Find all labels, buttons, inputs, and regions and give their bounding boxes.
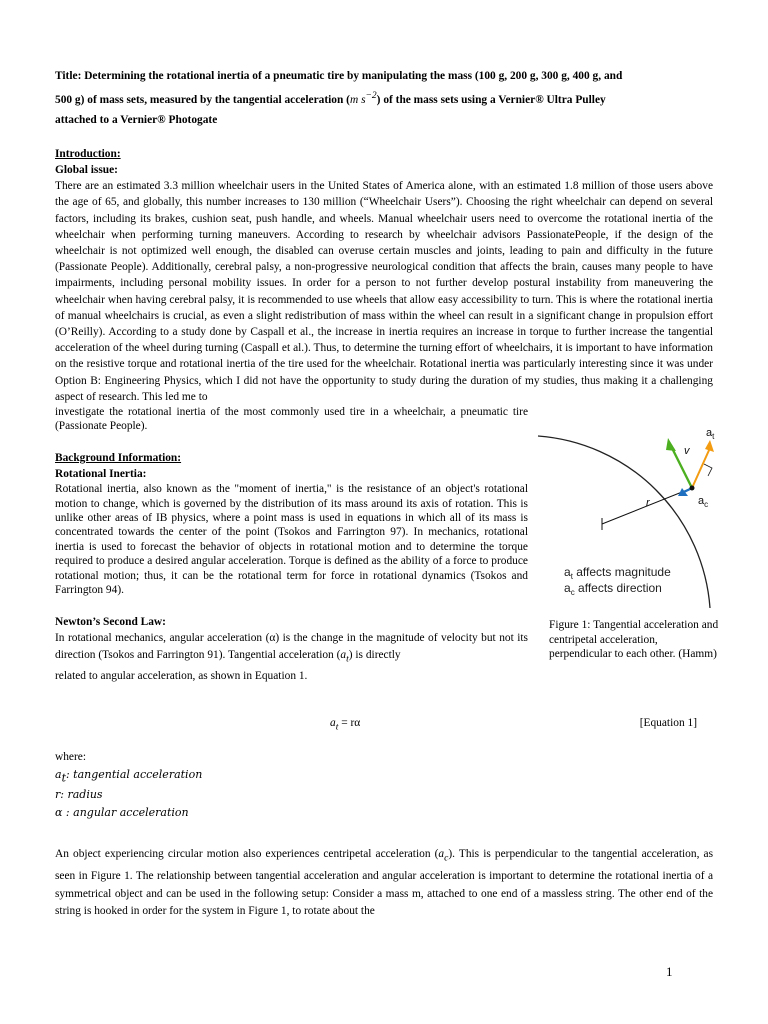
where-item: $a_t$: tangential acceleration (55, 768, 203, 785)
figure-1-caption: Figure 1: Tangential acceleration and centripetal acceleration, perpendicular to each other. (Hamm) (549, 619, 719, 661)
label-r: r (646, 497, 650, 509)
label-at: $a_t$ (706, 427, 715, 441)
centripetal-paragraph: An object experiencing circular motion also experiences centripetal acceleration $(a_c)$. This is perpendicular to the tangential acceleration, as seen in Figure 1. The relationship between tangential acceleration and angular acceleration is important to determine the rotational inertia of a symmetrical object and can be used in the following setup: Consider a mass m, attached to one end of a massless string. The other end of the string is hooked in order for the system in Figure 1, to rotate about the (55, 848, 714, 918)
note-ac-affects-direction: $a_c$ affects direction (564, 581, 662, 597)
rotational-inertia-heading: Rotational Inertia: (55, 468, 147, 481)
title-line-2-start: 500 g) of mass sets, measured by the tangential acceleration ( (55, 93, 350, 106)
where-item: α : angular acceleration (55, 806, 189, 820)
label-v: v (684, 445, 690, 457)
newton-paragraph: In rotational mechanics, angular acceleration (α) is the change in the magnitude of velocity but not its direction (Tsokos and Farrington 91). Tangential acceleration $(a_t)$ is directly related to angular acceleration, as shown in Equation 1. (55, 631, 528, 682)
global-issue-heading: Global issue: (55, 164, 118, 176)
velocity-arrowhead (666, 438, 676, 451)
where-list (55, 749, 713, 822)
tangential-arrowhead (705, 440, 714, 452)
tangential-vector (692, 448, 710, 488)
right-angle-marker (704, 464, 712, 476)
paper-title (55, 66, 713, 130)
title-line-1: Title: Determining the rotational inertia of a pneumatic tire by manipulating the mass (100 g, 200 g, 300 g, 400 g, and (55, 70, 623, 82)
background-heading: Background Information: (55, 451, 182, 464)
note-at-affects-magnitude: $a_t$ affects magnitude (564, 565, 671, 581)
where-item: r: radius (55, 788, 103, 802)
introduction-paragraph-end: investigate the rotational inertia of the most commonly used tire in a wheelchair, a pneumatic tire (Passionate People). (55, 406, 528, 433)
introduction-paragraph: There are an estimated 3.3 million wheelchair users in the United States of America alone, with an estimated 1.8 million of those users above the age of 65, and globally, this number increases to 130 million (“Wheelchair Users”). Choosing the right wheelchair can depend on several factors, including its brakes, cushion seat, push handle, and wheels. Manual wheelchair users need to overcome the rotational inertia of the wheelchair when performing turning maneuvers. According to research by wheelchair advisors PassionatePeople, if the design of the wheelchair is not optimized well enough, the disabled can overuse certain muscles and joints, leading to pain and difficulty in the future (Passionate People). Additionally, cerebral palsy, a non-progressive neurological condition that affects the brain, causes many people to have impairments, including personal mobility issues. In order for a person to not further develop postural instability from maneuvering the wheelchair when having cerebral palsy, it is recommended to use wheels that allow easy accessibility to turn. This is where the rotational inertia of manual wheelchairs is crucial, as even a slight redistribution of mass within the wheel can result in a significant change in propulsion effort (O’Reilly). According to a study done by Caspall et al., the increase in inertia requires an increase in torque to further increase the tangential acceleration of the wheel during turning (Caspall et al.). Thus, to determine the turning effort of wheelchairs, it is important to have information on the resistive torque and rotational inertia of the tire used for the wheelchair. Rotational inertia was particularly interesting since it was under Option B: Engineering Physics, which I did not have the opportunity to study during the duration of my studies, thus making it a challenging aspect of research. This led me to (55, 180, 713, 403)
newton-second-law-heading: Newton’s Second Law: (55, 615, 166, 628)
particle-point (690, 486, 695, 491)
where-label: where: (55, 751, 86, 763)
equation-1 (55, 703, 713, 743)
figure-1-diagram (532, 418, 722, 614)
label-ac: $a_c$ (698, 495, 709, 509)
title-line-3: attached to a Vernier® Photogate (55, 113, 218, 126)
equation-expression: $a_t = r\alpha$ (330, 717, 361, 733)
introduction-heading: Introduction: (55, 147, 121, 160)
page-number: 1 (666, 964, 673, 979)
equation-label: [Equation 1] (639, 717, 697, 729)
title-unit: m $s^{-2}$ (349, 91, 377, 106)
rotational-inertia-paragraph: Rotational inertia, also known as the "moment of inertia," is the resistance of an object's rotational motion to change, which is governed by the distribution of its mass around its axis of rotation. This is unlike other areas of IB physics, where a point mass is used in equations in which all of its mass is concentrated towards the center of the point (Tsokos and Farrington 97). In mechanics, rotational inertia is used to forecast the behavior of objects in rotational motion and to determine the torque required to produce a desired angular acceleration. Torque is defined as the ability of a force to produce rotational motion; thus, it can be the rotational term for force in rotational dynamics (Tsokos and Farrington 94). (55, 483, 528, 597)
centripetal-arrowhead (678, 488, 688, 496)
title-line-2-end: ) of the mass sets using a Vernier® Ultra Pulley (376, 93, 606, 106)
